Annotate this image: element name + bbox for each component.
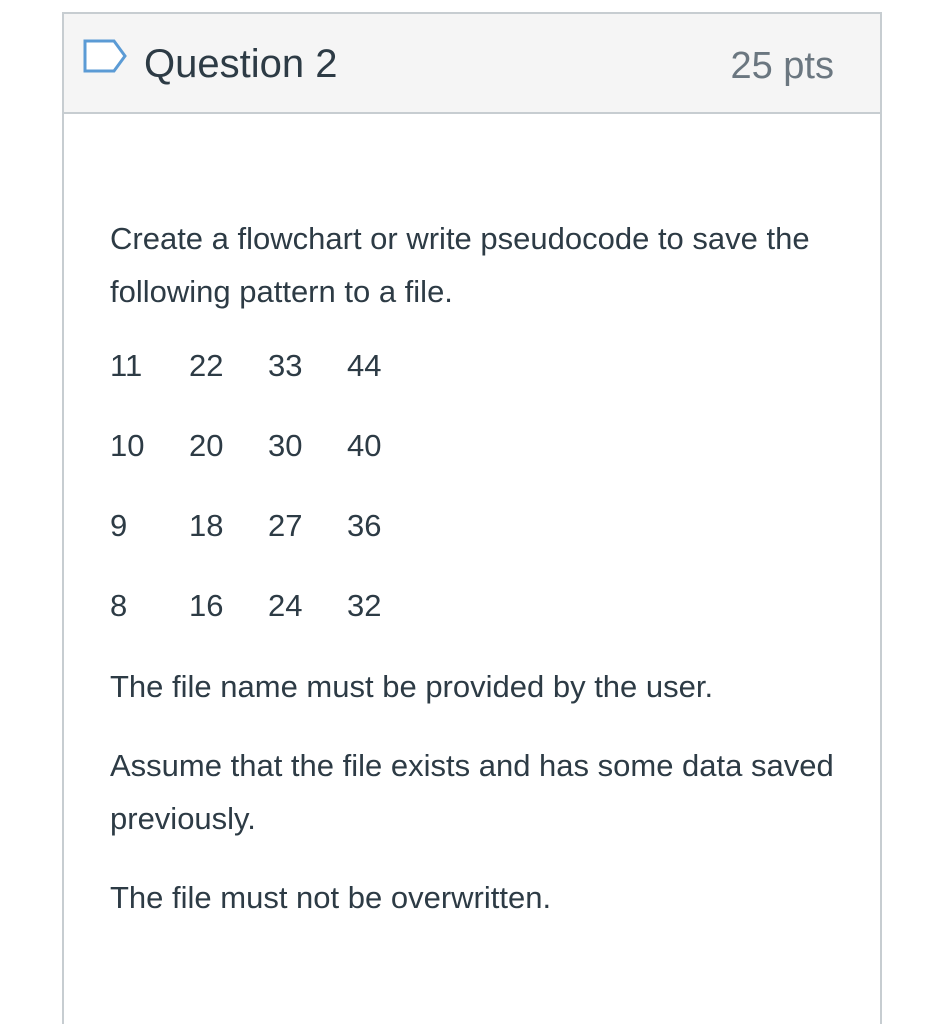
pattern-cell: 18	[189, 508, 224, 543]
flag-question-icon[interactable]	[82, 38, 128, 74]
pattern-cell: 10	[110, 428, 145, 463]
pattern-row	[110, 580, 850, 660]
pattern-row	[110, 420, 850, 500]
pattern-cell: 22	[189, 348, 224, 383]
pattern-cell: 30	[268, 428, 303, 463]
question-title: Question 2	[144, 42, 338, 86]
pattern-cell: 33	[268, 348, 303, 383]
note-no-overwrite: The file must not be overwritten.	[110, 880, 552, 915]
pattern-cell: 16	[189, 588, 224, 623]
pattern-cell: 40	[347, 428, 382, 463]
pattern-cell: 32	[347, 588, 382, 623]
pattern-cell: 11	[110, 348, 143, 383]
pattern-cell: 8	[110, 588, 128, 623]
pattern-cell: 36	[347, 508, 382, 543]
pattern-row	[110, 500, 850, 580]
question-points: 25 pts	[730, 45, 834, 87]
pattern-cell: 24	[268, 588, 303, 623]
pattern-cell: 20	[189, 428, 224, 463]
pattern-cell: 9	[110, 508, 128, 543]
pattern-cell: 44	[347, 348, 382, 383]
question-prompt: Create a flowchart or write pseudocode to save the following pattern to a file.	[110, 221, 810, 309]
question-header	[64, 14, 880, 114]
number-pattern	[110, 340, 850, 660]
pattern-row	[110, 340, 850, 420]
note-file-exists: Assume that the file exists and has some data saved previously.	[110, 748, 834, 836]
question-card	[62, 12, 882, 1024]
pattern-cell: 27	[268, 508, 303, 543]
note-filename: The file name must be provided by the user.	[110, 669, 714, 704]
question-body	[110, 212, 850, 924]
